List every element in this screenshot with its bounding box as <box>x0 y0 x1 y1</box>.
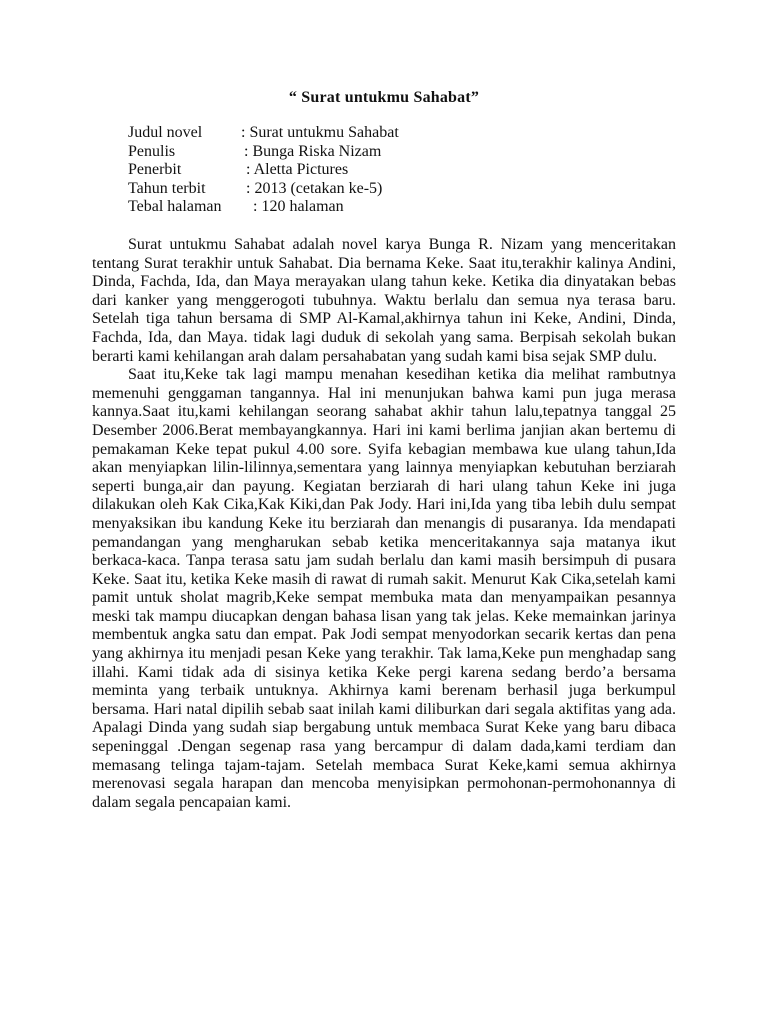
body-text <box>92 236 676 812</box>
metadata-value: : 2013 (cetakan ke-5) <box>246 179 383 197</box>
metadata-value: : Surat untukmu Sahabat <box>241 124 399 141</box>
metadata-label: Tebal halaman <box>128 198 222 215</box>
metadata-label: Penulis <box>128 142 176 160</box>
metadata-row-penerbit <box>128 161 399 180</box>
paragraph-2: Saat itu,Keke tak lagi mampu menahan kesedihan ketika dia melihat rambutnya memenuhi genggaman tangannya. Hal ini menunjukan bahwa kami pun juga merasa kannya.Saat itu,kami kehilangan seorang sahabat akhir tahun lalu,tepatnya tanggal 25 Desember 2006.Berat membayangkannya. Hari ini kami berlima janjian akan bertemu di pemakaman Keke tepat pukul 4.00 sore. Syifa kebagian membawa kue ulang tahun,Ida akan menyiapkan lilin-lilinnya,sementara yang lainnya menyiapkan kebutuhan berziarah seperti bunga,air dan payung. Kegiatan berziarah di hari ulang tahun Keke ini juga dilakukan oleh Kak Cika,Kak Kiki,dan Pak Jody. Hari ini,Ida yang tiba lebih dulu sempat menyaksikan ibu kandung Keke itu berziarah dan menangis di pusaranya. Ida mendapati pemandangan yang mengharukan sebab ketika menceritakannya saja matanya ikut berkaca-kaca. Tanpa terasa satu jam sudah berlalu dan kami masih bersimpuh di pusara Keke. Saat itu, ketika Keke masih di rawat di rumah sakit. Menurut Kak Cika,setelah kami pamit untuk sholat magrib,Keke sempat membuka mata dan menyampaikan pesannya meski tak mampu diucapkan dengan bahasa lisan yang tak jelas. Keke memainkan jarinya membentuk angka satu dan empat. Pak Jodi sempat menyodorkan secarik kertas dan pena yang akhirnya itu menjadi pesan Keke yang terakhir. Tak lama,Keke pun menghadap sang illahi. Kami tidak ada di sisinya ketika Keke pergi karena sedang berdo’a bersama meminta yang terbaik untuknya. Akhirnya kami berenam berhasil juga berkumpul bersama. Hari natal dipilih sebab saat inilah kami diliburkan dari segala aktifitas yang ada. Apalagi Dinda yang sudah siap bergabung untuk membaca Surat Keke yang baru dibaca sepeninggal .Dengan segenap rasa yang bercampur di dalam dada,kami terdiam dan memasang telinga tajam-tajam. Setelah membaca Surat Keke,kami semua akhirnya merenovasi segala harapan dan mencoba menyisipkan permohonan-permohonannya di dalam segala pencapaian kami. <box>92 366 676 811</box>
metadata-row-tahun <box>128 180 399 199</box>
metadata-row-judul <box>128 124 399 143</box>
metadata-value: : Aletta Pictures <box>246 161 349 178</box>
metadata-label: Tahun terbit <box>128 179 206 197</box>
metadata-value: : 120 halaman <box>253 198 344 215</box>
metadata-label: Judul novel <box>128 124 203 141</box>
metadata-row-halaman <box>128 198 399 217</box>
book-metadata <box>128 124 399 217</box>
document-title: “ Surat untukmu Sahabat” <box>288 89 480 106</box>
metadata-value: : Bunga Riska Nizam <box>244 142 382 160</box>
paragraph-1: Surat untukmu Sahabat adalah novel karya Bunga R. Nizam yang menceritakan tentang Surat terakhir untuk Sahabat. Dia bernama Keke. Saat itu,terakhir kalinya Andini, Dinda, Fachda, Ida, dan Maya merayakan ulang tahun keke. Ketika dia dinyatakan bebas dari kanker yang menggerogoti tubuhnya. Waktu berlalu dan semua nya terasa baru. Setelah tiga tahun bersama di SMP Al-Kamal,akhirnya tahun ini Keke, Andini, Dinda, Fachda, Ida, dan Maya. tidak lagi duduk di sekolah yang sama. Berpisah sekolah bukan berarti kami kehilangan arah dalam persahabatan yang sudah kami bisa sejak SMP dulu. <box>92 236 676 365</box>
metadata-row-penulis <box>128 143 399 162</box>
metadata-label: Penerbit <box>128 161 182 178</box>
